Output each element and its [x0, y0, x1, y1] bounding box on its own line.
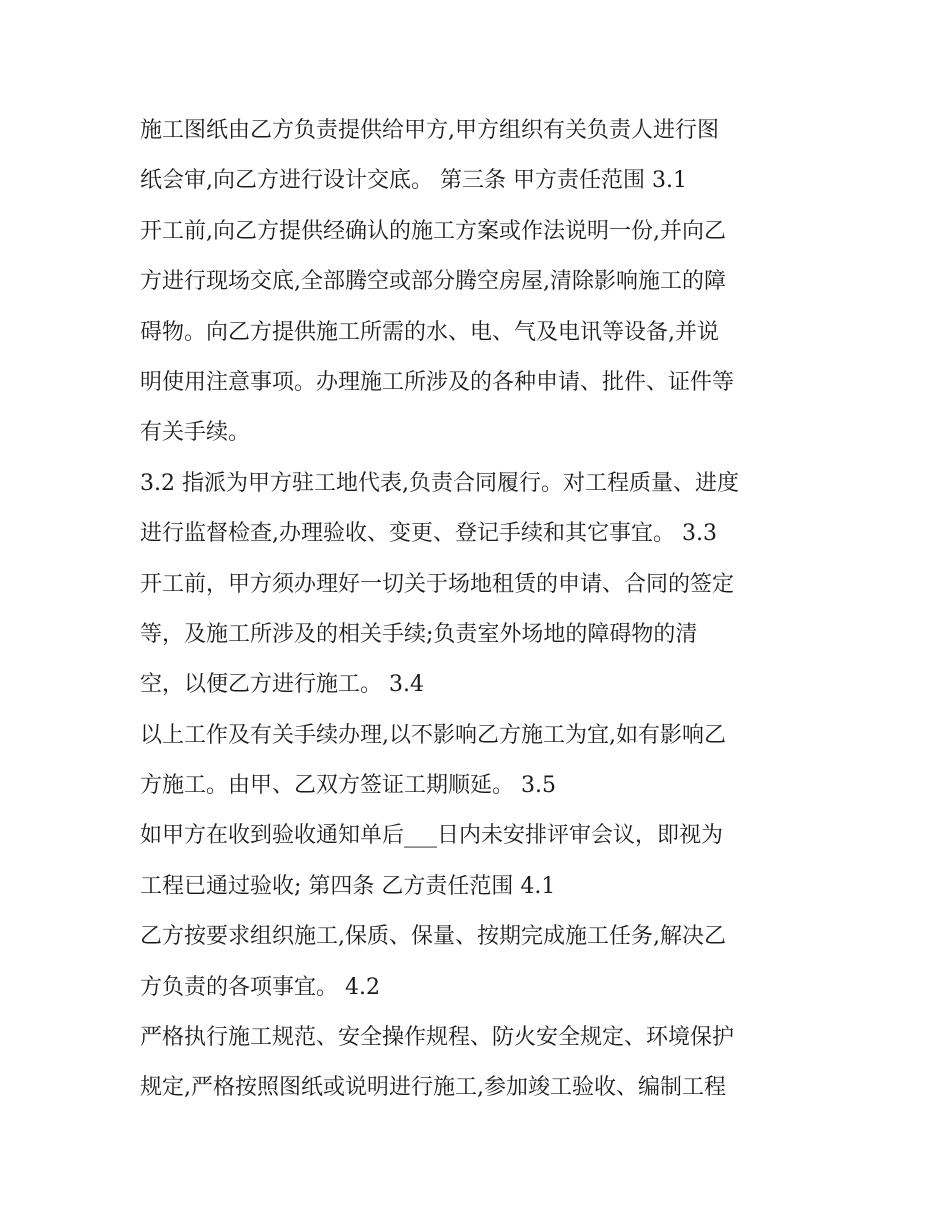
text-line: 规定,严格按照图纸或说明进行施工,参加竣工验收、编制工程 [140, 1075, 726, 1101]
text-line: 进行监督检查,办理验收、变更、登记手续和其它事宜。 3.3 [140, 521, 717, 547]
text-line: 施工图纸由乙方负责提供给甲方,甲方组织有关负责人进行图 [140, 118, 719, 143]
text-line: 碍物。向乙方提供施工所需的水、电、气及电讯等设备,并说 [140, 319, 719, 345]
text-line: 方进行现场交底,全部腾空或部分腾空房屋,清除影响施工的障 [140, 269, 726, 295]
text-line: 明使用注意事项。办理施工所涉及的各种申请、批件、证件等 [140, 369, 735, 395]
contract-text [140, 106, 820, 1114]
text-line: 以上工作及有关手续办理,以不影响乙方施工为宜,如有影响乙 [140, 722, 726, 748]
text-line: 等，及施工所涉及的相关手续;负责室外场地的障碍物的清 [140, 621, 698, 647]
text-line: 严格执行施工规范、安全操作规程、防火安全规定、环境保护 [140, 1025, 735, 1051]
text-line: 如甲方在收到验收通知单后___日内未安排评审会议，即视为 [140, 823, 724, 849]
text-line: 纸会审,向乙方进行设计交底。 第三条 甲方责任范围 3.1 [140, 168, 687, 194]
text-line: 方负责的各项事宜。 4.2 [140, 974, 380, 1000]
text-line: 开工前,向乙方提供经确认的施工方案或作法说明一份,并向乙 [140, 218, 726, 244]
text-line: 工程已通过验收; 第四条 乙方责任范围 4.1 [140, 873, 556, 899]
text-line: 有关手续。 [140, 420, 251, 446]
text-line: 开工前，甲方须办理好一切关于场地租赁的申请、合同的签定 [140, 571, 735, 597]
text-line: 乙方按要求组织施工,保质、保量、按期完成施工任务,解决乙 [140, 924, 726, 950]
text-line: 空，以便乙方进行施工。 3.4 [140, 672, 424, 698]
text-line: 3.2 指派为甲方驻工地代表,负责合同履行。对工程质量、进度 [140, 470, 739, 496]
text-line: 方施工。由甲、乙双方签证工期顺延。 3.5 [140, 773, 556, 799]
